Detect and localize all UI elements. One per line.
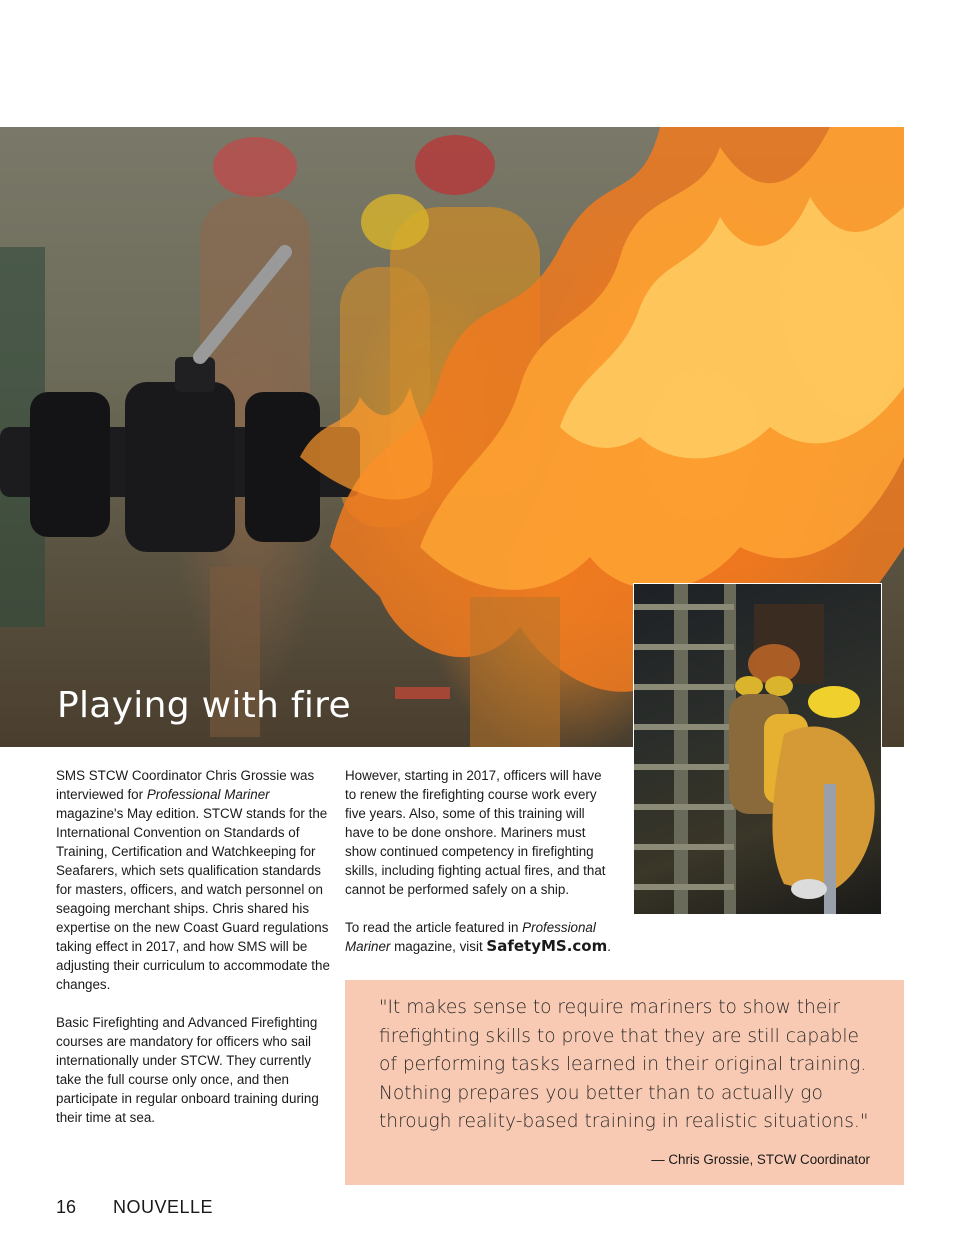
- page-number: 16: [56, 1197, 77, 1217]
- quote-attribution: — Chris Grossie, STCW Coordinator: [651, 1152, 870, 1167]
- text-run: To read the article featured in: [345, 920, 523, 935]
- article-column-left: [56, 766, 331, 1146]
- publication-name-footer: NOUVELLE: [113, 1197, 214, 1217]
- article-column-middle: [345, 766, 615, 975]
- page-title: Playing with fire: [57, 685, 351, 726]
- article-paragraph: Basic Firefighting and Advanced Firefighting courses are mandatory for officers who sail internationally under STCW. They currently take the full course only once, and then participate in regular onboard training during their time at sea.: [56, 1015, 319, 1125]
- article-paragraph: [56, 766, 331, 994]
- text-run: magazine's May edition. STCW stands for the International Convention on Standards of Training, Certification and Watchkeeping for Seafarers, which sets qualification standards for masters, officers, and watch personnel on seagoing merchant ships. Chris shared his expertise on the new Coast Guard regulations taking effect in 2017, and how SMS will be adjusting their curriculum to accommodate the changes.: [56, 806, 330, 992]
- website-link[interactable]: SafetyMS.com: [486, 937, 608, 955]
- text-run: SMS STCW Coordinator Chris Grossie was interviewed for: [56, 768, 315, 802]
- firefighter-training-photo: [634, 584, 882, 915]
- article-paragraph: However, starting in 2017, officers will have to renew the firefighting course work every five years. Also, some of this training will have to be done onshore. Mariners must show continued competency in firefighting skills, including fighting actual fires, and that cannot be performed safely on a ship.: [345, 768, 606, 897]
- inset-photo: [633, 583, 882, 915]
- pull-quote: [345, 980, 904, 1185]
- article-paragraph: [345, 918, 615, 956]
- text-run: .: [607, 939, 611, 954]
- publication-name: Professional Mariner: [345, 920, 596, 954]
- quote-text: "It makes sense to require mariners to show their firefighting skills to prove that they are still capable of performing tasks learned in their original training. Nothing prepares you better than to actually go through reality-based training in realistic situations.": [379, 997, 869, 1132]
- publication-name: Professional Mariner: [146, 787, 270, 802]
- text-run: magazine, visit: [390, 939, 487, 954]
